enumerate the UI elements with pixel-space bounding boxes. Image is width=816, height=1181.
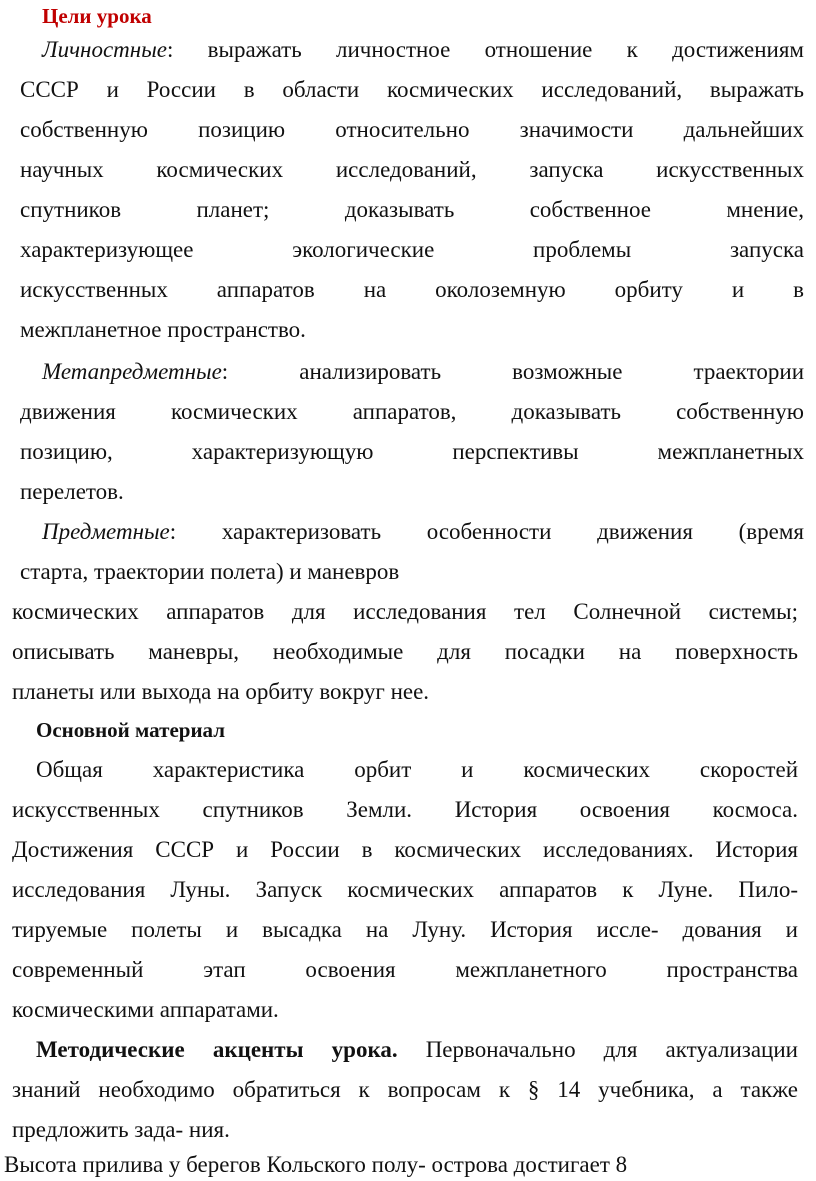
method-label: Методические акценты урока.: [36, 1037, 398, 1062]
text-line: описывать маневры, необходимые для посадки на поверхность: [12, 639, 798, 664]
text-line: исследования Луны. Запуск космических аппаратов к Луне. Пило-: [12, 877, 798, 902]
text-line: движения космических аппаратов, доказывать собственную: [20, 399, 804, 424]
lesson-goals-heading: Цели урока: [42, 4, 152, 28]
text-line: искусственных аппаратов на околоземную орбиту и в: [20, 277, 804, 302]
meta-first-line: Метапредметные: анализировать возможные траектории: [42, 359, 804, 384]
text-line: позицию, характеризующую перспективы межпланетных: [20, 439, 804, 464]
text-line: межпланетное пространство.: [20, 317, 306, 342]
text-line: характеризующее экологические проблемы запуска: [20, 237, 804, 262]
text-line: перелетов.: [20, 479, 124, 504]
subject-label: Предметные: [42, 519, 170, 544]
main-material-heading: Основной материал: [36, 718, 226, 742]
personal-goals-paragraph: [20, 30, 804, 350]
text-line: космических аппаратов для исследования тел Солнечной системы;: [12, 599, 798, 624]
text-line: старта, траектории полета) и маневров: [20, 559, 400, 584]
method-paragraph: [12, 1030, 798, 1150]
text-line: СССР и России в области космических исследований, выражать: [20, 77, 804, 102]
text-line: знаний необходимо обратиться к вопросам к § 14 учебника, а также: [12, 1077, 798, 1102]
personal-first-line: Личностные: выражать личностное отношение к достижениям: [42, 37, 804, 62]
text-line: современный этап освоения межпланетного пространства: [12, 957, 798, 982]
text-line: научных космических исследований, запуска искусственных: [20, 157, 804, 182]
method-first-line: Методические акценты урока. Первоначально для актуализации: [36, 1037, 798, 1062]
subject-first-line: Предметные: характеризовать особенности движения (время: [42, 519, 804, 544]
text-line: собственную позицию относительно значимости дальнейших: [20, 117, 804, 142]
meta-goals-paragraph: [20, 352, 804, 512]
text-line: Достижения СССР и России в космических исследованиях. История: [12, 837, 798, 862]
main-material-paragraph: [12, 750, 798, 1030]
personal-label: Личностные: [42, 37, 167, 62]
text-line: Общая характеристика орбит и космических скоростей: [36, 757, 798, 782]
text-line: предложить зада- ния.: [12, 1117, 230, 1142]
last-text-line: Высота прилива у берегов Кольского полу- острова достигает 8: [4, 1152, 628, 1177]
text-line: космическими аппаратами.: [12, 997, 279, 1022]
subject-goals-continuation: [12, 592, 798, 712]
text-line: спутников планет; доказывать собственное мнение,: [20, 197, 804, 222]
subject-goals-paragraph: [20, 512, 804, 592]
meta-label: Метапредметные: [42, 359, 222, 384]
text-line: искусственных спутников Земли. История освоения космоса.: [12, 797, 798, 822]
text-line: планеты или выхода на орбиту вокруг нее.: [12, 679, 430, 704]
text-line: тируемые полеты и высадка на Луну. История иссле- дования и: [12, 917, 798, 942]
